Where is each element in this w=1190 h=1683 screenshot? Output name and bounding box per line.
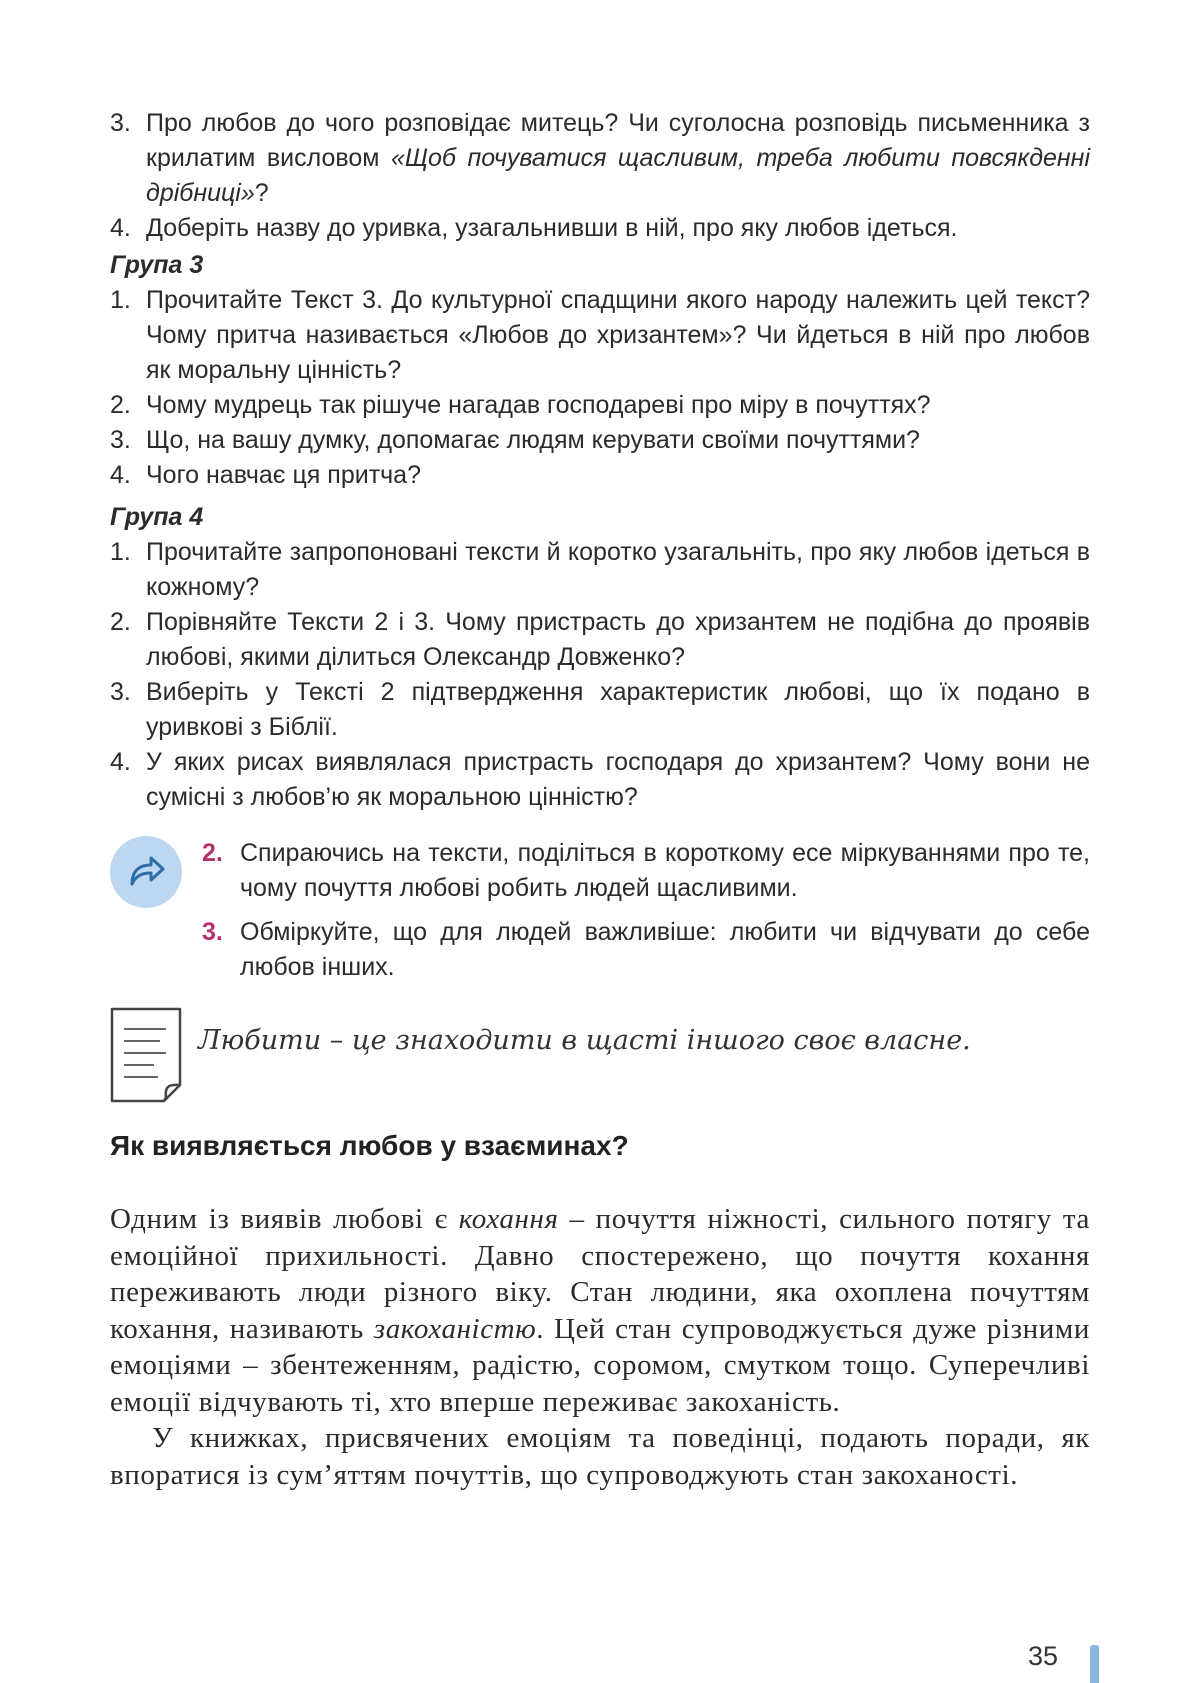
text-run: Прочитайте Текст 3. До культурної спадщини якого народу належить цей текст? Чому притча називається «Любов до хризантем»? Чи йдеться в ній про любов як моральну цінність? [146,286,1090,384]
tasks-block [110,836,1090,986]
question-text [146,286,1090,384]
question-number: 1. [110,286,131,314]
question-number: 4. [110,748,131,776]
paragraph [110,1420,1090,1493]
text-run: Чому мудрець так рішуче нагадав господареві про міру в почуттях? [146,391,931,419]
question-text [146,538,1090,601]
task-item [202,836,1090,906]
question-text [146,426,920,454]
question-item [110,388,1090,423]
page-marker [1090,1645,1099,1683]
body-text [110,1201,1090,1493]
section-title: Як виявляється любов у взаєминах? [110,1130,629,1161]
text-run: . Цей стан супроводжується дуже різними емоціями – збентеженням, радістю, соромом, смутком тощо. Суперечливі емоції відчувають ті, хто вперше переживає закоханість. [110,1312,1090,1418]
question-item [110,675,1090,745]
group4-title: Група 4 [110,503,204,531]
text-run: Прочитайте запропоновані тексти й коротко узагальніть, про яку любов ідеться в кожному? [146,538,1090,601]
emphasis-text: кохання [458,1203,559,1235]
task-item [202,915,1090,985]
arrow-right-icon [110,836,182,908]
text-run: Виберіть у Тексті 2 підтвердження характеристик любові, що їх подано в уривкові з Біблії. [146,678,1090,741]
group3-questions [110,283,1090,493]
question-item [110,535,1090,605]
question-item [110,106,1090,211]
question-number: 3. [110,678,131,706]
question-number: 3. [110,426,131,454]
emphasis-text: закоханістю [373,1312,537,1345]
text-run: Чого навчає ця притча? [146,461,421,489]
page-number: 35 [1028,1641,1059,1671]
question-text [146,748,1090,811]
emphasis-text: «Щоб почуватися щасливим, треба любити повсякденні дрібниці» [146,144,1090,207]
task-list [202,836,1090,994]
question-item [110,605,1090,675]
question-item [110,283,1090,388]
text-run: – почуття ніжності, сильного потягу та емоційної прихильності. Давно спостережено, що почуття кохання переживають люди різного віку. Стан людини, яка охоплена почуттям кохання, називають [110,1203,1090,1345]
question-text [146,461,421,489]
question-text [146,109,1090,207]
question-item [110,423,1090,458]
group4-questions [110,535,1090,815]
question-number: 4. [110,214,131,242]
task-number: 2. [202,839,223,867]
group3-title: Група 3 [110,251,204,279]
quote-text: Любити – це знаходити в щасті іншого своє власне. [198,1025,971,1056]
group2-questions [110,106,1090,246]
question-number: 3. [110,109,131,137]
question-item [110,458,1090,493]
task-text: Обміркуйте, що для людей важливіше: любити чи відчувати до себе любов інших. [240,918,1090,981]
text-run: Одним із виявів любові є [110,1203,459,1235]
paragraph [110,1201,1090,1420]
task-number: 3. [202,918,223,946]
text-run: Що, на вашу думку, допомагає людям керувати своїми почуттями? [146,426,920,454]
note-icon [108,1005,186,1105]
quote-block [108,1005,1090,1105]
question-number: 2. [110,608,131,636]
text-run: Про любов до чого розповідає митець? Чи суголосна розповідь письменника з крилатим висловом [146,109,1090,172]
question-text [146,608,1090,671]
text-run: Доберіть назву до уривка, узагальнивши в ній, про яку любов ідеться. [146,214,958,242]
question-text [146,214,957,242]
question-item [110,211,1090,246]
text-run: У яких рисах виявлялася пристрасть господаря до хризантем? Чому вони не сумісні з любов’ю як моральною цінністю? [146,748,1090,811]
question-number: 4. [110,461,131,489]
question-text [146,391,931,419]
question-number: 2. [110,391,131,419]
question-text [146,678,1090,741]
text-run: ? [254,179,269,207]
question-item [110,745,1090,815]
question-number: 1. [110,538,131,566]
task-text: Спираючись на тексти, поділіться в короткому есе міркуваннями про те, чому почуття любові робить людей щасливими. [240,839,1090,902]
text-run: Порівняйте Тексти 2 і 3. Чому пристрасть до хризантем не подібна до проявів любові, якими ділиться Олександр Довженко? [146,608,1090,671]
text-run: У книжках, присвячених емоціям та поведінці, подають поради, як впоратися із сум’яттям почуттів, що супроводжують стан закоханості. [110,1422,1090,1491]
